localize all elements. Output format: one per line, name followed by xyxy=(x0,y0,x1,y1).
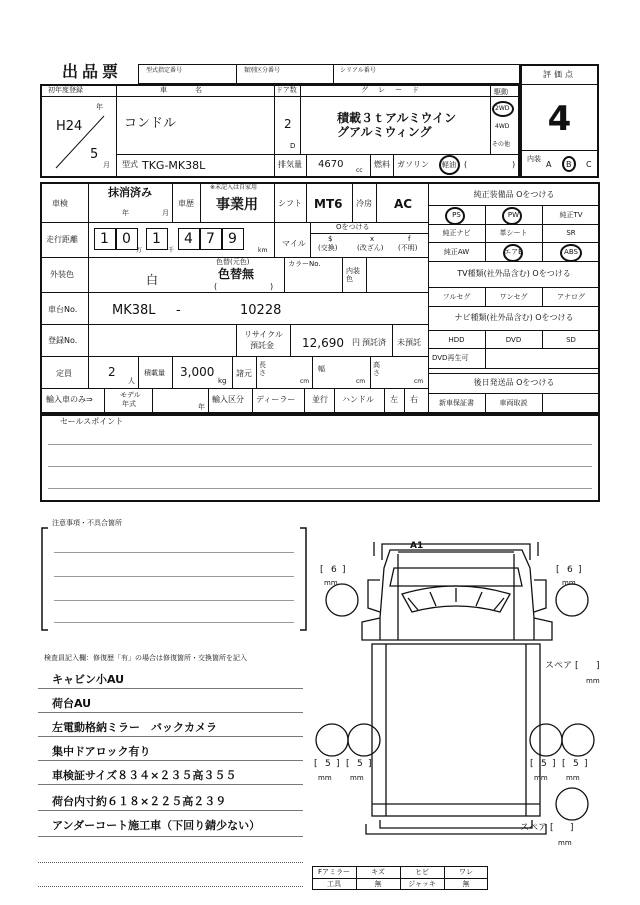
inspection-value: 抹消済み xyxy=(108,186,152,199)
type-cert-label: 型式指定番号 xyxy=(146,67,183,74)
mileage-digit-6: 9 xyxy=(228,231,237,247)
equip-title: 純正装備品 Oをつける xyxy=(473,190,555,199)
inspector-item: 荷台AU xyxy=(52,697,92,710)
tread-front-left: 6 xyxy=(331,565,337,575)
tv-title: TV種類(社外品含む) Oをつける xyxy=(457,269,571,278)
doors-value: 2 xyxy=(284,117,292,131)
sales-point-label: セールスポイント xyxy=(60,417,124,426)
inspector-note: 検査員記入欄：修復歴「有」の場合は修復箇所・交換箇所を記入 xyxy=(44,654,247,662)
after-title: 後日発送品 Oをつける xyxy=(473,378,555,387)
tread-rear-left-outer: 5 xyxy=(325,759,331,769)
interior-label: 内装 xyxy=(527,155,541,163)
inspector-item: キャビン小AU xyxy=(52,673,125,686)
navi-title: ナビ種類(社外品含む) Oをつける xyxy=(454,313,574,322)
doors-label: ドア数 xyxy=(276,86,297,94)
tread-front-right: 6 xyxy=(567,565,573,575)
a1-mark: A1 xyxy=(410,541,424,551)
color-original: 色替無 xyxy=(218,267,255,281)
spare-label-bottom: スペア xyxy=(520,823,548,833)
inspector-item: 車検証サイズ８３４×２３５高３５５ xyxy=(52,769,237,782)
car-name-label: 車名 xyxy=(160,86,230,94)
mileage-digit-4: 4 xyxy=(184,231,193,247)
tread-rear-left-inner: 5 xyxy=(357,759,363,769)
inspector-item: 荷台内寸約６１８×２２５高２３９ xyxy=(52,795,227,808)
score-label: 評価点 xyxy=(543,70,576,79)
fuel-value: ガソリン xyxy=(397,160,429,169)
capacity-value: 2 xyxy=(108,365,116,379)
model-code: TKG-MK38L xyxy=(142,159,206,172)
model-year-label: モデル xyxy=(120,391,141,399)
category-label: 類別区分番号 xyxy=(244,67,281,74)
first-reg-label: 初年度登録 xyxy=(48,86,83,94)
chassis-prefix: MK38L xyxy=(112,303,156,318)
ac-value: AC xyxy=(394,197,413,211)
exterior-color: 白 xyxy=(146,273,159,287)
inspector-item: アンダーコート施工車（下回り錆少ない） xyxy=(52,819,261,832)
grade-line1: 積載３ｔアルミウイン xyxy=(337,111,457,125)
recycle-amount: 12,690 xyxy=(302,336,344,350)
load-capacity: 3,000 xyxy=(180,365,215,379)
serial-label: シリアル番号 xyxy=(340,67,376,74)
drive-label: 駆動 xyxy=(494,88,508,96)
tread-rear-right-inner: 5 xyxy=(541,759,547,769)
mileage-digit-1: 1 xyxy=(100,231,109,247)
mileage-digit-3: 1 xyxy=(152,231,161,247)
shift-value: MT6 xyxy=(314,197,343,211)
history-value: 事業用 xyxy=(216,197,258,213)
grade-label: グレード xyxy=(361,86,429,94)
displacement-value: 4670 xyxy=(318,159,344,170)
spare-label-top: スペア xyxy=(545,661,573,671)
inspector-item: 集中ドアロック有り xyxy=(52,745,151,758)
first-reg-year: H24 xyxy=(56,119,83,134)
header-id-fields xyxy=(138,64,520,84)
tread-rear-right-outer: 5 xyxy=(573,759,579,769)
form-title: 出品票 xyxy=(62,62,123,81)
notes-label: 注意事項・不具合箇所 xyxy=(52,519,122,527)
notes-bracket xyxy=(40,524,308,634)
first-reg-month: 5 xyxy=(90,147,99,162)
inspector-item: 左電動格納ミラー バックカメラ xyxy=(52,721,217,734)
mileage-digit-2: 0 xyxy=(122,231,131,247)
mileage-digit-5: 7 xyxy=(206,231,215,247)
car-name: コンドル xyxy=(124,116,177,131)
grade-line2: グアルミウィング xyxy=(337,125,432,139)
score-value: 4 xyxy=(547,99,572,139)
chassis-number: 10228 xyxy=(240,303,282,318)
